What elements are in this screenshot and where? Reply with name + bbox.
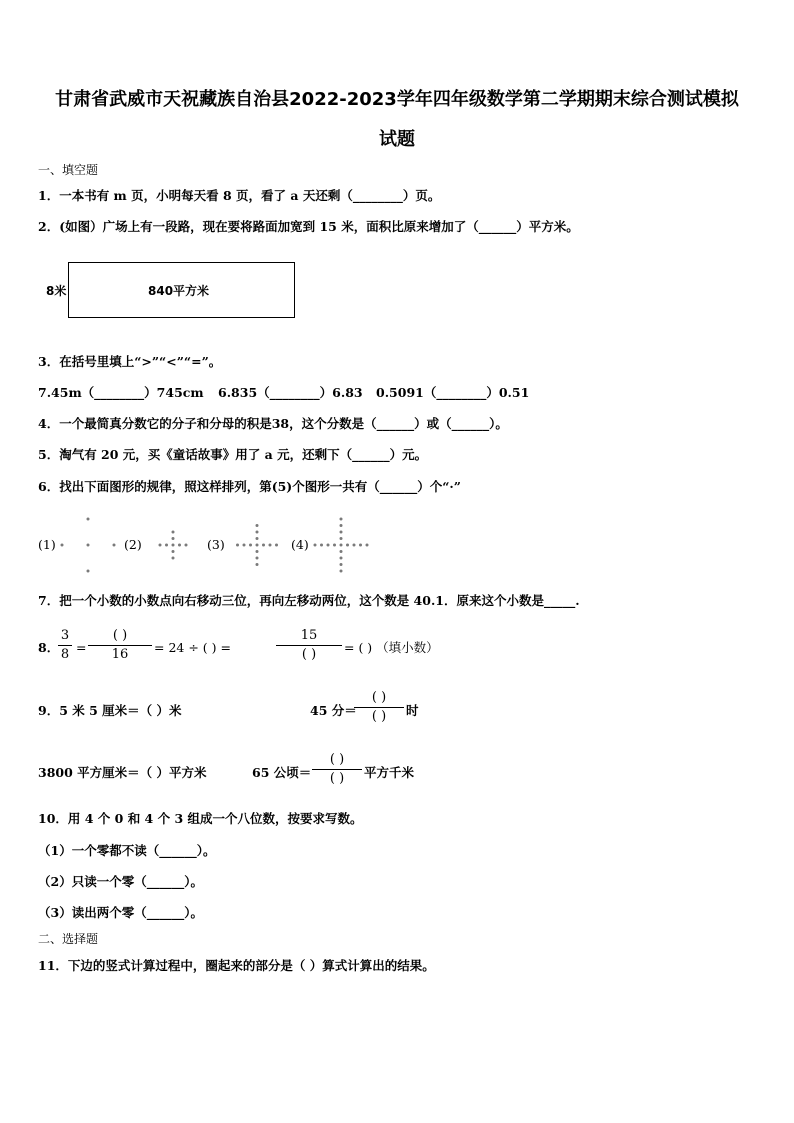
question-3-compare-a: 7.45m（________）745cm [38,385,204,400]
section-heading-multiple-choice: 二、选择题 [38,932,99,946]
question-9-d-prefix: 65 公顷＝ [252,765,312,780]
pattern-dot [256,550,259,553]
pattern-dot [172,531,175,534]
question-11: 11．下边的竖式计算过程中，圈起来的部分是（ ）算式计算出的结果。 [38,958,435,973]
fraction-numerator: 3 [60,628,70,643]
fraction-square-km [312,752,362,787]
pattern-dot [113,544,116,547]
pattern-dot [340,550,343,553]
pattern-dot [269,544,272,547]
fraction-numerator: ( ) [112,628,128,643]
figure-side-label: 8米 [46,284,67,298]
pattern-label-1: (1) [38,537,56,552]
pattern-dot [256,537,259,540]
pattern-dot [262,544,265,547]
pattern-dot [249,544,252,547]
question-10-part-3: （3）读出两个零（______）。 [38,905,203,920]
question-10: 10．用 4 个 0 和 4 个 3 组成一个八位数，按要求写数。 [38,811,363,826]
fraction-numerator: 15 [300,628,318,643]
question-8-middle: = 24 ÷ ( ) = [154,640,231,655]
pattern-dot [178,544,181,547]
pattern-dot [340,563,343,566]
fraction-numerator: ( ) [329,752,345,767]
pattern-dot [340,518,343,521]
section-heading-fill-blank: 一、填空题 [38,163,99,177]
pattern-label-3: (3) [207,537,225,552]
pattern-dot [159,544,162,547]
pattern-dot [327,544,330,547]
pattern-dot [172,537,175,540]
fraction-numerator: ( ) [371,690,387,705]
pattern-dot [172,557,175,560]
equals-sign: = [76,640,87,655]
pattern-dot [275,544,278,547]
pattern-dot [256,563,259,566]
pattern-dot [314,544,317,547]
question-8-number: 8． [38,640,60,655]
fraction-denominator: 8 [60,647,70,662]
pattern-dot [87,570,90,573]
pattern-dot [340,531,343,534]
fraction-blank-16 [88,628,152,663]
question-3: 3．在括号里填上“>”“<”“=”。 [38,354,222,369]
pattern-dot [236,544,239,547]
pattern-dot [353,544,356,547]
pattern-dot [172,544,175,547]
pattern-dot [340,570,343,573]
pattern-dot [333,544,336,547]
pattern-dot [340,544,343,547]
document-title-line1: 甘肃省武威市天祝藏族自治县2022-2023学年四年级数学第二学期期末综合测试模拟 [55,89,739,110]
pattern-dot [61,544,64,547]
question-4: 4．一个最简真分数它的分子和分母的积是38，这个分数是（______）或（______）。 [38,416,508,431]
pattern-dot [359,544,362,547]
pattern-dot [87,518,90,521]
pattern-dot [185,544,188,547]
pattern-label-4: (4) [291,537,309,552]
pattern-dot [320,544,323,547]
fraction-bar [88,645,152,646]
dot-pattern-figure [35,510,395,582]
pattern-dot [87,544,90,547]
pattern-dot [340,524,343,527]
pattern-dot [243,544,246,547]
question-5: 5．淘气有 20 元，买《童话故事》用了 a 元，还剩下（______）元。 [38,447,428,462]
fraction-bar [354,707,404,708]
fraction-denominator: 16 [111,647,129,662]
question-10-part-1: （1）一个零都不读（______）。 [38,843,216,858]
question-3-compare-b: 6.835（________）6.83 [218,385,363,400]
document-title-line2: 试题 [379,129,415,150]
pattern-label-2: (2) [124,537,142,552]
pattern-dot [256,544,259,547]
question-9-a: 9．5 米 5 厘米＝（ ）米 [38,703,182,718]
pattern-dot [340,537,343,540]
fraction-denominator: ( ) [301,647,317,662]
pattern-dot [256,557,259,560]
fraction-bar [312,769,362,770]
pattern-dot [256,531,259,534]
pattern-dot [340,557,343,560]
fraction-bar [58,645,72,646]
question-6: 6．找出下面图形的规律，照这样排列，第(5)个图形一共有（______）个“·” [38,479,461,494]
question-9-b-unit: 时 [406,703,419,718]
fraction-hours [354,690,404,725]
question-8-tail: = ( ) （填小数） [344,640,439,655]
pattern-dot [256,524,259,527]
question-9-d-unit: 平方千米 [364,765,415,780]
figure-area-label: 840平方米 [148,284,210,298]
pattern-dot [346,544,349,547]
question-2: 2．(如图）广场上有一段路，现在要将路面加宽到 15 米，面积比原来增加了（______）平方米。 [38,219,579,234]
pattern-dot [172,550,175,553]
pattern-dot [366,544,369,547]
question-10-part-2: （2）只读一个零（______）。 [38,874,203,889]
fraction-denominator: ( ) [371,709,387,724]
question-9-c: 3800 平方厘米＝（ ）平方米 [38,765,207,780]
fraction-denominator: ( ) [329,771,345,786]
question-7: 7．把一个小数的小数点向右移动三位，再向左移动两位，这个数是 40.1．原来这个小数是_____. [38,593,580,608]
pattern-dot [165,544,168,547]
question-9-b-prefix: 45 分＝ [310,703,357,718]
fraction-bar [276,645,342,646]
fraction-3-8 [58,628,72,663]
question-3-compare-c: 0.5091（________）0.51 [376,385,530,400]
question-1: 1．一本书有 m 页，小明每天看 8 页，看了 a 天还剩（________）页。 [38,188,441,203]
fraction-15-blank [276,628,342,663]
